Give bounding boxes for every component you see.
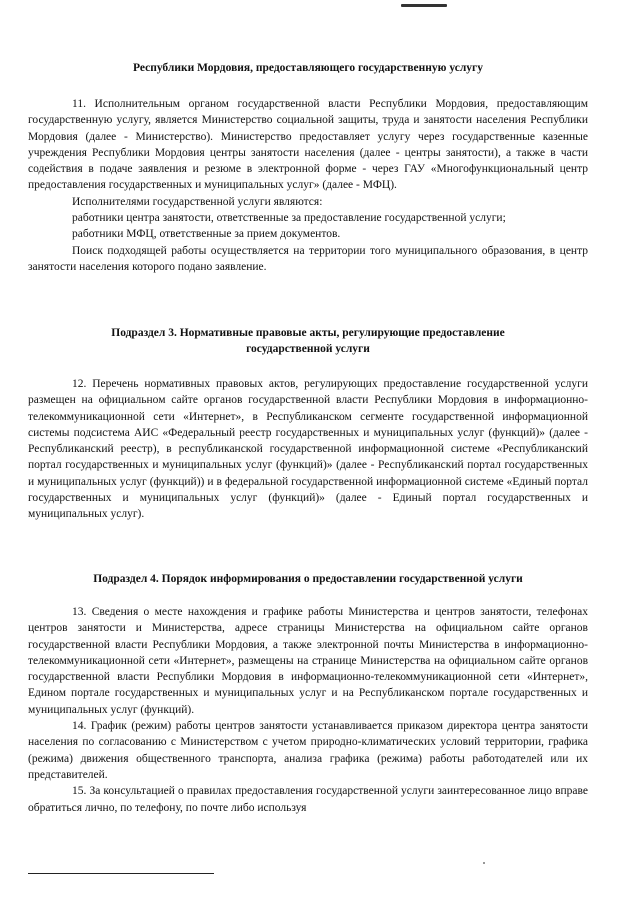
paragraph-14: 14. График (режим) работы центров занятости устанавливается приказом директора центра занятости населения по согласованию с Министерством с учетом природно-климатических условий территории, графика (режима) движения общественного транспорта, анализа графика (режима) работы работодателей или их представителей. [28,720,588,781]
subsection-3-heading: Подраздел 3. Нормативные правовые акты, регулирующие предоставление государственной услуги [111,327,505,355]
section-title-line: Республики Мордовия, предоставляющего государственную услугу [132,62,483,74]
document-page [28,0,588,905]
footnote-separator [28,873,214,874]
paragraph-11-block [28,96,588,275]
paragraph-13-15-block [28,604,588,816]
executor-item-2: работники МФЦ, ответственные за прием документов. [72,228,341,241]
subsection-4-heading: Подраздел 4. Порядок информирования о предоставлении государственной услуги [93,573,523,585]
executors-intro: Исполнителями государственной услуги являются: [72,195,323,208]
paragraph-13: 13. Сведения о месте нахождения и графике работы Министерства и центров занятости, телефонах центров занятости и Министерства, адресе страницы Министерства на официальном сайте органов государственной власти Республики Мордовия, а также электронной почты Министерства в информационно-телекоммуникационной сети «Интернет», размещены на странице Министерства на официальном сайте органов государственной власти Республики Мордовия в информационно-телекоммуникационной сети «Интернет», Едином портале государственных и муниципальных услуг и на Республиканском портале государственных и муниципальных услуг (функций). [28,606,588,716]
paragraph-11: 11. Исполнительным органом государственной власти Республики Мордовия, предоставляющим государственную услугу, является Министерство социальной защиты, труда и занятости населения Республики Мордовия (далее - Министерство). Министерство предоставляет услугу через государственные казенные учреждения Республики Мордовия центры занятости населения (далее - центры занятости), а также в части содействия в подаче заявления и резюме в электронной форме - через ГАУ «Многофункциональный центр предоставления государственных и муниципальных услуг» (далее - МФЦ). [28,98,588,192]
paragraph-12-block [28,376,588,523]
search-note: Поиск подходящей работы осуществляется на территории того муниципального образования, в центр занятости населения которого подано заявление. [28,244,588,273]
scan-speck [483,862,485,864]
executor-item-1: работники центра занятости, ответственные за предоставление государственной услуги; [72,212,506,225]
scan-mark [401,4,447,7]
paragraph-15: 15. За консультацией о правилах предоставления государственной услуги заинтересованное лицо вправе обратиться лично, по телефону, по почте либо используя [28,785,588,814]
paragraph-12: 12. Перечень нормативных правовых актов, регулирующих предоставление государственной услуги размещен на официальном сайте органов государственной власти Республики Мордовия в информационно-телекоммуникационной сети «Интернет», в Республиканском сегменте государственной информационной системы подсистема АИС «Федеральный реестр государственных и муниципальных услуг (функций)» (далее - Республиканский реестр), в республиканской государственной информационной системе «Республиканский портал государственных и муниципальных услуг (функций)» (далее - Республиканский портал государственных и муниципальных услуг (функций)) и в федеральной государственной информационной системе «Единый портал государственных и муниципальных услуг (функций)» (далее - Единый портал государственных и муниципальных услуг). [28,378,588,521]
